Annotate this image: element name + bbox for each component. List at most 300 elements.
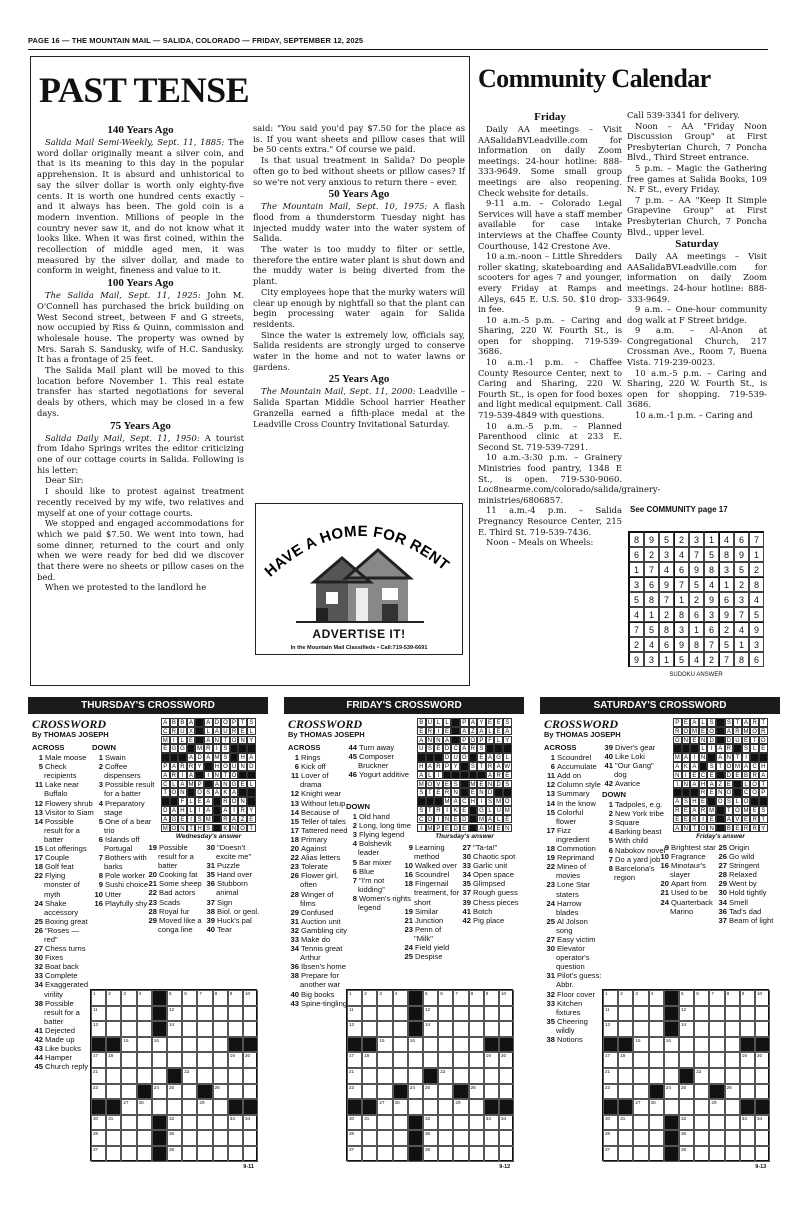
puzzle-cell[interactable]	[182, 1021, 197, 1037]
puzzle-cell[interactable]	[618, 1006, 633, 1022]
puzzle-cell[interactable]: 25	[423, 1084, 438, 1100]
puzzle-cell[interactable]: 19	[228, 1052, 243, 1068]
puzzle-cell[interactable]: 14	[679, 1021, 694, 1037]
puzzle-cell[interactable]: 8	[469, 990, 484, 1006]
puzzle-cell[interactable]	[438, 1052, 453, 1068]
puzzle-cell[interactable]	[633, 1068, 648, 1084]
puzzle-cell[interactable]	[377, 1021, 392, 1037]
puzzle-cell[interactable]	[755, 1068, 770, 1084]
puzzle-cell[interactable]: 9	[484, 990, 499, 1006]
puzzle-cell[interactable]: 24	[408, 1084, 423, 1100]
puzzle-cell[interactable]	[106, 1068, 121, 1084]
puzzle-cell[interactable]: 13	[347, 1021, 362, 1037]
puzzle-cell[interactable]	[694, 1115, 709, 1131]
puzzle-cell[interactable]: 1	[603, 990, 618, 1006]
puzzle-cell[interactable]	[740, 1146, 755, 1162]
puzzle-cell[interactable]	[213, 1115, 228, 1131]
puzzle-cell[interactable]	[347, 1037, 362, 1053]
puzzle-cell[interactable]: 30	[603, 1115, 618, 1131]
puzzle-cell[interactable]	[213, 1068, 228, 1084]
puzzle-cell[interactable]	[755, 1006, 770, 1022]
puzzle-cell[interactable]	[228, 1006, 243, 1022]
puzzle-cell[interactable]	[649, 1084, 664, 1100]
puzzle-cell[interactable]: 19	[484, 1052, 499, 1068]
puzzle-cell[interactable]	[438, 1084, 453, 1100]
puzzle-cell[interactable]	[499, 1068, 514, 1084]
puzzle-cell[interactable]: 35	[347, 1130, 362, 1146]
see-more-link[interactable]: See COMMUNITY page 17	[630, 505, 728, 514]
puzzle-cell[interactable]	[694, 1021, 709, 1037]
puzzle-cell[interactable]	[664, 990, 679, 1006]
puzzle-cell[interactable]	[182, 1130, 197, 1146]
puzzle-cell[interactable]	[197, 1052, 212, 1068]
puzzle-cell[interactable]: 34	[499, 1115, 514, 1131]
puzzle-cell[interactable]: 25	[679, 1084, 694, 1100]
puzzle-cell[interactable]	[755, 1146, 770, 1162]
puzzle-cell[interactable]: 12	[423, 1006, 438, 1022]
puzzle-cell[interactable]: 3	[377, 990, 392, 1006]
puzzle-cell[interactable]	[408, 1099, 423, 1115]
puzzle-cell[interactable]	[618, 1068, 633, 1084]
puzzle-cell[interactable]: 27	[121, 1099, 136, 1115]
puzzle-cell[interactable]: 14	[167, 1021, 182, 1037]
puzzle-cell[interactable]: 37	[347, 1146, 362, 1162]
puzzle-cell[interactable]	[121, 1115, 136, 1131]
puzzle-cell[interactable]: 2	[106, 990, 121, 1006]
puzzle-cell[interactable]	[453, 1021, 468, 1037]
puzzle-cell[interactable]	[243, 1099, 258, 1115]
puzzle-cell[interactable]	[408, 1115, 423, 1131]
puzzle-cell[interactable]	[709, 1130, 724, 1146]
puzzle-cell[interactable]	[362, 1146, 377, 1162]
puzzle-cell[interactable]	[393, 1084, 408, 1100]
puzzle-cell[interactable]	[618, 1146, 633, 1162]
puzzle-cell[interactable]	[243, 1130, 258, 1146]
puzzle-cell[interactable]	[649, 1115, 664, 1131]
puzzle-cell[interactable]	[664, 1115, 679, 1131]
puzzle-cell[interactable]	[377, 1115, 392, 1131]
puzzle-cell[interactable]: 9	[228, 990, 243, 1006]
puzzle-cell[interactable]: 13	[91, 1021, 106, 1037]
puzzle-cell[interactable]	[679, 1068, 694, 1084]
puzzle-cell[interactable]	[664, 1146, 679, 1162]
puzzle-cell[interactable]	[633, 1130, 648, 1146]
puzzle-cell[interactable]: 14	[423, 1021, 438, 1037]
puzzle-cell[interactable]	[709, 1052, 724, 1068]
puzzle-cell[interactable]: 29	[709, 1099, 724, 1115]
puzzle-cell[interactable]	[438, 1037, 453, 1053]
puzzle-cell[interactable]	[197, 1068, 212, 1084]
puzzle-cell[interactable]: 5	[423, 990, 438, 1006]
puzzle-cell[interactable]: 4	[137, 990, 152, 1006]
puzzle-cell[interactable]	[393, 1115, 408, 1131]
puzzle-cell[interactable]: 16	[408, 1037, 423, 1053]
puzzle-cell[interactable]	[152, 1068, 167, 1084]
puzzle-cell[interactable]	[423, 1037, 438, 1053]
puzzle-cell[interactable]	[484, 1037, 499, 1053]
puzzle-cell[interactable]: 38	[423, 1146, 438, 1162]
puzzle-cell[interactable]: 4	[393, 990, 408, 1006]
puzzle-cell[interactable]: 20	[755, 1052, 770, 1068]
puzzle-cell[interactable]	[649, 1052, 664, 1068]
puzzle-cell[interactable]: 25	[167, 1084, 182, 1100]
puzzle-cell[interactable]: 2	[362, 990, 377, 1006]
puzzle-cell[interactable]	[137, 1052, 152, 1068]
puzzle-cell[interactable]	[137, 1006, 152, 1022]
puzzle-cell[interactable]: 29	[453, 1099, 468, 1115]
puzzle-cell[interactable]	[408, 1068, 423, 1084]
puzzle-cell[interactable]	[213, 1052, 228, 1068]
puzzle-cell[interactable]	[243, 1037, 258, 1053]
puzzle-cell[interactable]: 37	[91, 1146, 106, 1162]
puzzle-cell[interactable]	[740, 1130, 755, 1146]
puzzle-cell[interactable]: 12	[167, 1006, 182, 1022]
puzzle-cell[interactable]	[664, 1006, 679, 1022]
puzzle-cell[interactable]	[197, 1021, 212, 1037]
puzzle-cell[interactable]	[499, 1037, 514, 1053]
puzzle-cell[interactable]: 28	[649, 1099, 664, 1115]
puzzle-cell[interactable]: 21	[603, 1068, 618, 1084]
puzzle-cell[interactable]	[362, 1037, 377, 1053]
puzzle-cell[interactable]	[182, 1037, 197, 1053]
puzzle-cell[interactable]	[618, 1084, 633, 1100]
puzzle-cell[interactable]: 30	[91, 1115, 106, 1131]
puzzle-cell[interactable]	[649, 1021, 664, 1037]
puzzle-cell[interactable]	[709, 1021, 724, 1037]
puzzle-cell[interactable]: 7	[197, 990, 212, 1006]
puzzle-cell[interactable]: 17	[603, 1052, 618, 1068]
puzzle-cell[interactable]	[664, 1099, 679, 1115]
puzzle-cell[interactable]	[121, 1021, 136, 1037]
puzzle-cell[interactable]: 10	[755, 990, 770, 1006]
puzzle-cell[interactable]: 34	[243, 1115, 258, 1131]
puzzle-cell[interactable]: 1	[91, 990, 106, 1006]
puzzle-cell[interactable]	[694, 1006, 709, 1022]
puzzle-cell[interactable]	[740, 1084, 755, 1100]
puzzle-cell[interactable]	[137, 1115, 152, 1131]
puzzle-cell[interactable]: 6	[694, 990, 709, 1006]
puzzle-cell[interactable]	[725, 1021, 740, 1037]
puzzle-cell[interactable]	[243, 1084, 258, 1100]
puzzle-cell[interactable]	[725, 1146, 740, 1162]
puzzle-cell[interactable]	[182, 1099, 197, 1115]
puzzle-cell[interactable]	[213, 1146, 228, 1162]
puzzle-cell[interactable]	[137, 1037, 152, 1053]
puzzle-cell[interactable]: 16	[152, 1037, 167, 1053]
puzzle-cell[interactable]: 11	[603, 1006, 618, 1022]
puzzle-cell[interactable]: 36	[423, 1130, 438, 1146]
puzzle-cell[interactable]	[228, 1021, 243, 1037]
puzzle-cell[interactable]	[740, 1021, 755, 1037]
puzzle-cell[interactable]	[423, 1099, 438, 1115]
puzzle-cell[interactable]: 20	[499, 1052, 514, 1068]
puzzle-cell[interactable]	[362, 1099, 377, 1115]
puzzle-cell[interactable]	[377, 1130, 392, 1146]
puzzle-cell[interactable]: 4	[649, 990, 664, 1006]
puzzle-cell[interactable]	[469, 1146, 484, 1162]
puzzle-cell[interactable]	[167, 1099, 182, 1115]
puzzle-cell[interactable]: 13	[603, 1021, 618, 1037]
puzzle-cell[interactable]	[137, 1146, 152, 1162]
puzzle-cell[interactable]	[453, 1068, 468, 1084]
puzzle-cell[interactable]: 33	[484, 1115, 499, 1131]
puzzle-cell[interactable]	[347, 1099, 362, 1115]
puzzle-cell[interactable]: 28	[137, 1099, 152, 1115]
puzzle-cell[interactable]	[121, 1146, 136, 1162]
puzzle-cell[interactable]: 1	[347, 990, 362, 1006]
puzzle-cell[interactable]	[725, 1037, 740, 1053]
puzzle-cell[interactable]: 20	[243, 1052, 258, 1068]
puzzle-cell[interactable]: 36	[167, 1130, 182, 1146]
puzzle-cell[interactable]	[213, 1099, 228, 1115]
puzzle-cell[interactable]	[438, 1146, 453, 1162]
puzzle-cell[interactable]	[393, 1021, 408, 1037]
puzzle-cell[interactable]	[228, 1146, 243, 1162]
puzzle-cell[interactable]: 15	[121, 1037, 136, 1053]
puzzle-cell[interactable]	[152, 990, 167, 1006]
puzzle-cell[interactable]: 18	[618, 1052, 633, 1068]
puzzle-cell[interactable]	[121, 1006, 136, 1022]
puzzle-cell[interactable]	[228, 1037, 243, 1053]
puzzle-cell[interactable]	[106, 1146, 121, 1162]
puzzle-cell[interactable]: 23	[91, 1084, 106, 1100]
puzzle-cell[interactable]: 23	[347, 1084, 362, 1100]
puzzle-cell[interactable]	[709, 1084, 724, 1100]
puzzle-cell[interactable]	[137, 1130, 152, 1146]
puzzle-cell[interactable]	[453, 1115, 468, 1131]
puzzle-cell[interactable]	[499, 1084, 514, 1100]
puzzle-cell[interactable]: 11	[91, 1006, 106, 1022]
puzzle-cell[interactable]: 30	[347, 1115, 362, 1131]
puzzle-cell[interactable]: 16	[664, 1037, 679, 1053]
puzzle-cell[interactable]	[438, 1099, 453, 1115]
puzzle-cell[interactable]: 15	[377, 1037, 392, 1053]
puzzle-cell[interactable]	[664, 1021, 679, 1037]
puzzle-cell[interactable]: 7	[453, 990, 468, 1006]
puzzle-cell[interactable]: 10	[499, 990, 514, 1006]
puzzle-cell[interactable]	[377, 1006, 392, 1022]
puzzle-cell[interactable]	[121, 1052, 136, 1068]
puzzle-cell[interactable]: 32	[167, 1115, 182, 1131]
puzzle-cell[interactable]: 22	[694, 1068, 709, 1084]
puzzle-cell[interactable]	[709, 1006, 724, 1022]
puzzle-cell[interactable]	[499, 1099, 514, 1115]
puzzle-cell[interactable]	[679, 1037, 694, 1053]
puzzle-cell[interactable]	[469, 1006, 484, 1022]
puzzle-cell[interactable]	[499, 1130, 514, 1146]
puzzle-cell[interactable]	[408, 1146, 423, 1162]
puzzle-cell[interactable]: 8	[725, 990, 740, 1006]
puzzle-cell[interactable]	[725, 1006, 740, 1022]
puzzle-cell[interactable]: 23	[603, 1084, 618, 1100]
puzzle-cell[interactable]	[213, 1037, 228, 1053]
puzzle-cell[interactable]	[694, 1130, 709, 1146]
puzzle-cell[interactable]: 24	[664, 1084, 679, 1100]
puzzle-cell[interactable]	[469, 1068, 484, 1084]
puzzle-cell[interactable]: 35	[603, 1130, 618, 1146]
puzzle-cell[interactable]	[649, 1146, 664, 1162]
puzzle-cell[interactable]	[152, 1099, 167, 1115]
puzzle-cell[interactable]	[197, 1037, 212, 1053]
puzzle-cell[interactable]: 24	[152, 1084, 167, 1100]
puzzle-cell[interactable]	[633, 1052, 648, 1068]
puzzle-cell[interactable]	[91, 1099, 106, 1115]
puzzle-cell[interactable]	[664, 1068, 679, 1084]
puzzle-cell[interactable]	[755, 1037, 770, 1053]
puzzle-cell[interactable]	[182, 1052, 197, 1068]
puzzle-cell[interactable]	[469, 1052, 484, 1068]
puzzle-cell[interactable]	[228, 1068, 243, 1084]
puzzle-cell[interactable]	[438, 1115, 453, 1131]
puzzle-cell[interactable]	[740, 1068, 755, 1084]
puzzle-cell[interactable]	[213, 1021, 228, 1037]
puzzle-cell[interactable]	[91, 1037, 106, 1053]
puzzle-cell[interactable]: 17	[347, 1052, 362, 1068]
puzzle-cell[interactable]	[740, 1099, 755, 1115]
puzzle-cell[interactable]	[408, 1006, 423, 1022]
puzzle-cell[interactable]: 5	[167, 990, 182, 1006]
puzzle-cell[interactable]	[469, 1021, 484, 1037]
puzzle-cell[interactable]	[228, 1084, 243, 1100]
puzzle-cell[interactable]	[709, 1037, 724, 1053]
puzzle-cell[interactable]	[106, 1099, 121, 1115]
puzzle-cell[interactable]	[121, 1084, 136, 1100]
puzzle-cell[interactable]	[484, 1006, 499, 1022]
puzzle-cell[interactable]: 27	[377, 1099, 392, 1115]
puzzle-cell[interactable]	[362, 1130, 377, 1146]
puzzle-cell[interactable]	[423, 1068, 438, 1084]
puzzle-cell[interactable]	[152, 1006, 167, 1022]
puzzle-cell[interactable]: 32	[679, 1115, 694, 1131]
puzzle-cell[interactable]	[408, 1052, 423, 1068]
puzzle-cell[interactable]	[152, 1115, 167, 1131]
puzzle-cell[interactable]: 9	[740, 990, 755, 1006]
puzzle-cell[interactable]	[408, 990, 423, 1006]
puzzle-cell[interactable]	[393, 1052, 408, 1068]
puzzle-cell[interactable]	[182, 1115, 197, 1131]
puzzle-cell[interactable]: 7	[709, 990, 724, 1006]
puzzle-cell[interactable]	[182, 1006, 197, 1022]
puzzle-cell[interactable]	[213, 1006, 228, 1022]
puzzle-cell[interactable]	[393, 1037, 408, 1053]
puzzle-cell[interactable]	[213, 1130, 228, 1146]
puzzle-cell[interactable]	[106, 1021, 121, 1037]
puzzle-cell[interactable]	[484, 1099, 499, 1115]
puzzle-cell[interactable]	[679, 1052, 694, 1068]
puzzle-cell[interactable]	[664, 1130, 679, 1146]
puzzle-cell[interactable]	[152, 1052, 167, 1068]
puzzle-cell[interactable]	[694, 1099, 709, 1115]
puzzle-cell[interactable]	[121, 1068, 136, 1084]
puzzle-cell[interactable]: 38	[679, 1146, 694, 1162]
puzzle-cell[interactable]	[182, 1084, 197, 1100]
puzzle-cell[interactable]: 38	[167, 1146, 182, 1162]
puzzle-cell[interactable]	[709, 1068, 724, 1084]
puzzle-cell[interactable]: 18	[362, 1052, 377, 1068]
puzzle-cell[interactable]: 10	[243, 990, 258, 1006]
puzzle-cell[interactable]	[393, 1068, 408, 1084]
puzzle-cell[interactable]: 31	[106, 1115, 121, 1131]
puzzle-cell[interactable]: 21	[347, 1068, 362, 1084]
puzzle-cell[interactable]: 6	[182, 990, 197, 1006]
puzzle-cell[interactable]	[121, 1130, 136, 1146]
puzzle-cell[interactable]	[377, 1052, 392, 1068]
puzzle-cell[interactable]	[694, 1037, 709, 1053]
puzzle-cell[interactable]	[228, 1099, 243, 1115]
puzzle-cell[interactable]	[243, 1021, 258, 1037]
puzzle-cell[interactable]	[408, 1021, 423, 1037]
puzzle-cell[interactable]	[377, 1084, 392, 1100]
puzzle-cell[interactable]	[106, 1084, 121, 1100]
puzzle-cell[interactable]	[228, 1130, 243, 1146]
puzzle-cell[interactable]	[618, 1099, 633, 1115]
puzzle-cell[interactable]: 8	[213, 990, 228, 1006]
puzzle-cell[interactable]: 26	[213, 1084, 228, 1100]
puzzle-cell[interactable]: 22	[182, 1068, 197, 1084]
puzzle-cell[interactable]	[453, 1130, 468, 1146]
puzzle-cell[interactable]: 31	[618, 1115, 633, 1131]
puzzle-cell[interactable]	[499, 1006, 514, 1022]
puzzle-cell[interactable]: 36	[679, 1130, 694, 1146]
puzzle-cell[interactable]: 26	[469, 1084, 484, 1100]
puzzle-cell[interactable]: 18	[106, 1052, 121, 1068]
puzzle-cell[interactable]	[438, 1021, 453, 1037]
puzzle-cell[interactable]	[649, 1037, 664, 1053]
puzzle-cell[interactable]	[755, 1021, 770, 1037]
puzzle-cell[interactable]	[725, 1099, 740, 1115]
puzzle-cell[interactable]	[197, 1115, 212, 1131]
puzzle-cell[interactable]	[197, 1130, 212, 1146]
puzzle-cell[interactable]	[453, 1084, 468, 1100]
puzzle-cell[interactable]: 34	[755, 1115, 770, 1131]
puzzle-cell[interactable]	[755, 1084, 770, 1100]
puzzle-cell[interactable]	[484, 1146, 499, 1162]
puzzle-cell[interactable]	[167, 1052, 182, 1068]
puzzle-cell[interactable]: 31	[362, 1115, 377, 1131]
puzzle-cell[interactable]	[618, 1037, 633, 1053]
puzzle-cell[interactable]	[755, 1130, 770, 1146]
puzzle-cell[interactable]	[137, 1084, 152, 1100]
puzzle-cell[interactable]	[197, 1146, 212, 1162]
puzzle-cell[interactable]	[755, 1099, 770, 1115]
puzzle-cell[interactable]	[106, 1006, 121, 1022]
puzzle-cell[interactable]: 22	[438, 1068, 453, 1084]
puzzle-cell[interactable]	[243, 1146, 258, 1162]
puzzle-cell[interactable]	[740, 1037, 755, 1053]
puzzle-cell[interactable]	[469, 1099, 484, 1115]
puzzle-cell[interactable]	[469, 1115, 484, 1131]
puzzle-cell[interactable]: 28	[393, 1099, 408, 1115]
puzzle-cell[interactable]	[438, 1130, 453, 1146]
puzzle-cell[interactable]	[453, 1146, 468, 1162]
puzzle-cell[interactable]	[167, 1068, 182, 1084]
puzzle-cell[interactable]	[484, 1130, 499, 1146]
puzzle-cell[interactable]	[633, 1084, 648, 1100]
puzzle-cell[interactable]	[725, 1130, 740, 1146]
puzzle-cell[interactable]	[740, 1006, 755, 1022]
puzzle-cell[interactable]	[618, 1021, 633, 1037]
puzzle-cell[interactable]	[679, 1099, 694, 1115]
puzzle-cell[interactable]	[484, 1021, 499, 1037]
puzzle-cell[interactable]	[633, 1006, 648, 1022]
puzzle-cell[interactable]	[377, 1068, 392, 1084]
puzzle-cell[interactable]: 12	[679, 1006, 694, 1022]
puzzle-cell[interactable]	[362, 1006, 377, 1022]
puzzle-cell[interactable]	[633, 1115, 648, 1131]
puzzle-cell[interactable]	[438, 1006, 453, 1022]
puzzle-cell[interactable]: 2	[618, 990, 633, 1006]
puzzle-cell[interactable]	[362, 1084, 377, 1100]
